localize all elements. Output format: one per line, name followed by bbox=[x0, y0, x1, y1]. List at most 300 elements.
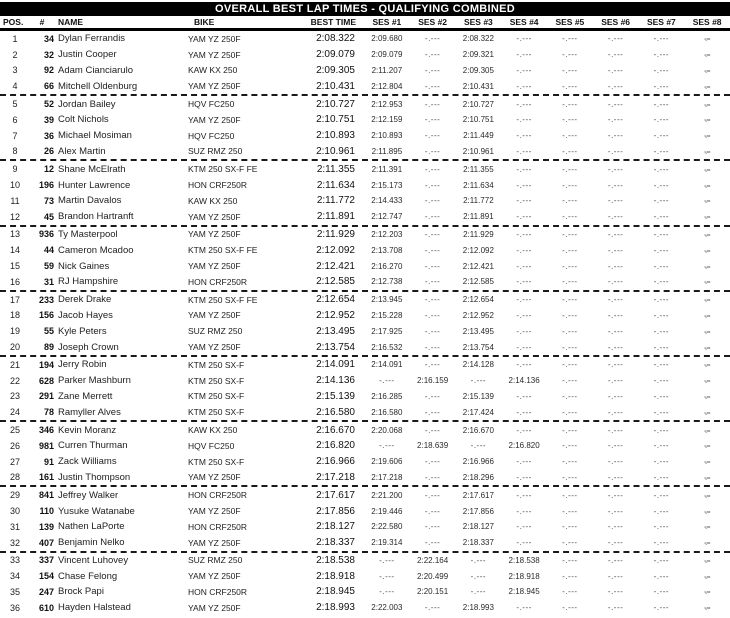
session-time-value: -.--- bbox=[516, 277, 532, 287]
session-time-cell-7 bbox=[639, 165, 685, 174]
session-time-value: -.--- bbox=[607, 571, 624, 581]
session-time-cell-3 bbox=[456, 82, 502, 91]
rider-name-cell: Michael Mosiman bbox=[58, 130, 132, 142]
session-time-cell-1 bbox=[364, 181, 410, 190]
session-time-cell-5 bbox=[547, 441, 593, 450]
best-time-cell: 2:13.754 bbox=[316, 341, 355, 353]
session-time-value: 2:12.585 bbox=[462, 277, 494, 287]
session-time-value: -.--- bbox=[562, 310, 578, 320]
session-time-cell-3 bbox=[456, 212, 502, 221]
session-time-cell-3 bbox=[456, 426, 502, 435]
session-time-value: -.--- bbox=[704, 146, 710, 156]
rider-number-cell: 156 bbox=[38, 310, 54, 321]
session-time-cell-3 bbox=[456, 360, 502, 369]
session-time-value: -.--- bbox=[516, 245, 532, 255]
session-time-cell-1 bbox=[364, 311, 410, 320]
session-time-cell-8 bbox=[684, 165, 730, 174]
session-time-value: -.--- bbox=[704, 360, 710, 370]
session-time-value: -.--- bbox=[607, 146, 624, 156]
session-time-cell-6 bbox=[593, 34, 639, 43]
session-time-value: 2:19.314 bbox=[371, 538, 403, 548]
session-time-cell-7 bbox=[639, 473, 685, 482]
session-time-cell-3 bbox=[456, 457, 502, 466]
best-time-cell: 2:09.305 bbox=[316, 64, 355, 76]
session-time-value: -.--- bbox=[562, 196, 578, 206]
session-time-value: -.--- bbox=[704, 65, 710, 75]
session-time-value: -.--- bbox=[470, 571, 487, 581]
rider-name-cell: Parker Mashburn bbox=[58, 375, 131, 387]
session-time-value: -.--- bbox=[653, 50, 670, 60]
session-time-value: -.--- bbox=[607, 295, 624, 305]
session-time-cell-8 bbox=[684, 181, 730, 190]
rider-name-cell: Jordan Bailey bbox=[58, 98, 116, 110]
bike-cell: HQV FC250 bbox=[188, 440, 235, 451]
pos-cell: 29 bbox=[9, 490, 20, 501]
session-time-cell-6 bbox=[593, 408, 639, 417]
session-time-value: -.--- bbox=[653, 360, 670, 370]
session-time-cell-7 bbox=[639, 538, 685, 547]
session-time-cell-4 bbox=[501, 538, 547, 547]
session-time-value: -.--- bbox=[470, 376, 487, 386]
rider-name-cell: Colt Nichols bbox=[58, 114, 109, 126]
session-time-value: -.--- bbox=[607, 472, 624, 482]
bike-cell: HON CRF250R bbox=[188, 586, 248, 597]
session-time-value: -.--- bbox=[424, 407, 441, 417]
best-time-cell: 2:11.772 bbox=[316, 195, 355, 207]
session-time-value: 2:11.207 bbox=[371, 65, 403, 75]
session-time-cell-5 bbox=[547, 277, 593, 286]
session-time-cell-1 bbox=[364, 556, 410, 565]
session-time-value: 2:18.639 bbox=[417, 441, 449, 451]
best-time-cell: 2:16.670 bbox=[316, 424, 355, 436]
rider-name-cell: Ty Masterpool bbox=[58, 228, 118, 240]
session-time-value: -.--- bbox=[704, 261, 710, 271]
best-time-cell: 2:18.337 bbox=[316, 537, 355, 549]
session-time-value: -.--- bbox=[653, 212, 670, 222]
session-time-value: 2:10.727 bbox=[462, 99, 494, 109]
bike-cell: YAM YZ 250F bbox=[188, 506, 241, 516]
session-time-cell-1 bbox=[364, 147, 410, 156]
session-time-cell-6 bbox=[593, 230, 639, 239]
session-time-value: -.--- bbox=[424, 65, 441, 75]
session-time-cell-4 bbox=[501, 212, 547, 221]
session-time-value: -.--- bbox=[704, 538, 710, 548]
session-time-value: 2:16.820 bbox=[508, 441, 540, 451]
session-time-cell-7 bbox=[639, 66, 685, 75]
bike-cell: KTM 250 SX-F bbox=[188, 375, 245, 386]
session-time-cell-6 bbox=[593, 491, 639, 500]
session-time-cell-4 bbox=[501, 343, 547, 352]
session-time-value: -.--- bbox=[562, 277, 578, 287]
session-time-cell-1 bbox=[364, 66, 410, 75]
table-row bbox=[0, 584, 730, 600]
session-time-value: 2:12.092 bbox=[462, 245, 494, 255]
session-time-value: 2:10.431 bbox=[462, 81, 494, 91]
session-time-cell-4 bbox=[501, 507, 547, 516]
session-time-value: -.--- bbox=[607, 522, 624, 532]
session-time-value: -.--- bbox=[653, 376, 670, 386]
session-time-cell-4 bbox=[501, 181, 547, 190]
session-time-value: -.--- bbox=[562, 360, 578, 370]
session-time-value: -.--- bbox=[704, 555, 710, 565]
session-time-cell-2 bbox=[410, 457, 456, 466]
session-time-value: -.--- bbox=[653, 295, 670, 305]
session-time-cell-5 bbox=[547, 66, 593, 75]
rider-number-cell: 196 bbox=[38, 180, 54, 191]
session-time-value: -.--- bbox=[607, 34, 624, 44]
session-time-cell-7 bbox=[639, 230, 685, 239]
session-time-cell-5 bbox=[547, 147, 593, 156]
session-time-cell-1 bbox=[364, 441, 410, 450]
session-time-value: 2:13.495 bbox=[462, 326, 494, 336]
rider-name-cell: Ramyller Alves bbox=[58, 406, 121, 418]
pos-cell: 7 bbox=[12, 130, 18, 141]
session-time-cell-3 bbox=[456, 277, 502, 286]
session-time-value: -.--- bbox=[516, 457, 532, 467]
table-row bbox=[0, 535, 730, 553]
table-row bbox=[0, 519, 730, 535]
session-time-cell-1 bbox=[364, 82, 410, 91]
table-body bbox=[0, 31, 730, 616]
bike-cell: KTM 250 SX-F FE bbox=[188, 294, 258, 305]
table-row bbox=[0, 323, 730, 339]
best-time-cell: 2:11.929 bbox=[316, 228, 355, 240]
session-time-cell-5 bbox=[547, 556, 593, 565]
session-time-value: -.--- bbox=[704, 34, 710, 44]
session-time-cell-6 bbox=[593, 262, 639, 271]
session-time-value: -.--- bbox=[424, 342, 441, 352]
table-row bbox=[0, 209, 730, 227]
session-time-cell-8 bbox=[684, 147, 730, 156]
session-time-cell-1 bbox=[364, 538, 410, 547]
column-header-ses-1: SES #1 bbox=[372, 17, 402, 27]
rider-number-cell: 841 bbox=[38, 490, 54, 501]
session-time-value: -.--- bbox=[516, 490, 532, 500]
session-time-value: -.--- bbox=[562, 587, 578, 597]
rider-name-cell: Justin Thompson bbox=[58, 471, 131, 483]
session-time-value: -.--- bbox=[562, 295, 578, 305]
session-time-cell-6 bbox=[593, 295, 639, 304]
session-time-value: -.--- bbox=[704, 490, 710, 500]
pos-cell: 12 bbox=[9, 211, 20, 222]
best-time-cell: 2:17.856 bbox=[316, 505, 355, 517]
session-time-value: -.--- bbox=[562, 472, 578, 482]
session-time-value: -.--- bbox=[424, 425, 441, 435]
column-header-pos: POS. bbox=[3, 17, 24, 27]
session-time-value: 2:09.079 bbox=[371, 50, 403, 60]
session-time-value: -.--- bbox=[704, 407, 710, 417]
bike-cell: KTM 250 SX-F FE bbox=[188, 245, 258, 256]
session-time-value: -.--- bbox=[424, 603, 441, 613]
session-time-cell-3 bbox=[456, 556, 502, 565]
bike-cell: YAM YZ 250F bbox=[188, 49, 241, 60]
session-time-cell-5 bbox=[547, 82, 593, 91]
session-time-cell-1 bbox=[364, 473, 410, 482]
session-time-cell-2 bbox=[410, 262, 456, 271]
session-time-value: -.--- bbox=[607, 555, 624, 565]
rider-name-cell: Yusuke Watanabe bbox=[58, 505, 135, 517]
session-time-value: -.--- bbox=[653, 261, 670, 271]
session-time-cell-2 bbox=[410, 360, 456, 369]
table-row bbox=[0, 144, 730, 162]
column-header-ses-8: SES #8 bbox=[692, 17, 722, 27]
session-time-value: -.--- bbox=[704, 131, 710, 141]
session-time-value: 2:14.128 bbox=[462, 360, 494, 370]
best-time-cell: 2:10.893 bbox=[316, 130, 355, 142]
session-time-value: -.--- bbox=[653, 407, 670, 417]
session-time-value: -.--- bbox=[424, 245, 441, 255]
session-time-value: -.--- bbox=[424, 99, 441, 109]
session-time-cell-7 bbox=[639, 522, 685, 531]
session-time-value: -.--- bbox=[562, 522, 578, 532]
session-time-value: 2:09.321 bbox=[462, 50, 494, 60]
bike-cell: YAM YZ 250F bbox=[188, 114, 241, 125]
session-time-cell-1 bbox=[364, 327, 410, 336]
session-time-cell-6 bbox=[593, 507, 639, 516]
session-time-cell-4 bbox=[501, 295, 547, 304]
session-time-cell-8 bbox=[684, 522, 730, 531]
session-time-cell-8 bbox=[684, 66, 730, 75]
session-time-cell-1 bbox=[364, 343, 410, 352]
column-header-best-time: BEST TIME bbox=[310, 17, 356, 27]
best-time-cell: 2:14.091 bbox=[316, 359, 355, 371]
session-time-cell-6 bbox=[593, 376, 639, 385]
session-time-value: 2:16.670 bbox=[462, 425, 494, 435]
session-time-cell-8 bbox=[684, 457, 730, 466]
session-time-value: 2:11.772 bbox=[463, 196, 494, 206]
session-time-cell-1 bbox=[364, 572, 410, 581]
session-time-cell-6 bbox=[593, 556, 639, 565]
column-header-ses-5: SES #5 bbox=[555, 17, 585, 27]
session-time-cell-7 bbox=[639, 408, 685, 417]
session-time-value: -.--- bbox=[562, 65, 578, 75]
session-time-cell-3 bbox=[456, 50, 502, 59]
session-time-value: -.--- bbox=[607, 360, 624, 370]
session-time-cell-6 bbox=[593, 327, 639, 336]
table-row bbox=[0, 193, 730, 209]
session-time-cell-7 bbox=[639, 556, 685, 565]
pos-cell: 2 bbox=[12, 49, 18, 60]
session-time-cell-2 bbox=[410, 343, 456, 352]
pos-cell: 23 bbox=[9, 391, 20, 402]
session-time-cell-6 bbox=[593, 587, 639, 596]
session-time-cell-2 bbox=[410, 441, 456, 450]
rider-number-cell: 346 bbox=[38, 425, 54, 436]
column-header-number: # bbox=[39, 17, 45, 27]
rider-number-cell: 52 bbox=[43, 99, 54, 110]
session-time-value: -.--- bbox=[516, 472, 532, 482]
session-time-cell-1 bbox=[364, 230, 410, 239]
session-time-value: 2:16.285 bbox=[371, 391, 403, 401]
session-time-cell-7 bbox=[639, 457, 685, 466]
session-time-cell-7 bbox=[639, 441, 685, 450]
session-time-value: -.--- bbox=[562, 81, 578, 91]
session-time-value: -.--- bbox=[562, 164, 578, 174]
session-time-cell-2 bbox=[410, 230, 456, 239]
pos-cell: 5 bbox=[12, 99, 18, 110]
session-time-cell-4 bbox=[501, 376, 547, 385]
best-time-cell: 2:11.891 bbox=[316, 211, 355, 223]
session-time-value: 2:18.945 bbox=[508, 587, 540, 597]
page-title: OVERALL BEST LAP TIMES - QUALIFYING COMBINED bbox=[0, 2, 730, 16]
session-time-value: -.--- bbox=[704, 196, 710, 206]
rider-number-cell: 936 bbox=[38, 229, 54, 240]
session-time-value: -.--- bbox=[562, 99, 578, 109]
session-time-cell-1 bbox=[364, 426, 410, 435]
session-time-cell-4 bbox=[501, 34, 547, 43]
session-time-value: 2:11.891 bbox=[463, 212, 494, 222]
session-time-cell-3 bbox=[456, 441, 502, 450]
session-time-value: -.--- bbox=[516, 326, 532, 336]
pos-cell: 33 bbox=[9, 555, 20, 566]
session-time-value: 2:18.296 bbox=[462, 472, 494, 482]
table-row bbox=[0, 128, 730, 144]
session-time-value: -.--- bbox=[607, 376, 624, 386]
session-time-cell-5 bbox=[547, 408, 593, 417]
session-time-cell-4 bbox=[501, 131, 547, 140]
session-time-value: -.--- bbox=[424, 50, 441, 60]
session-time-value: -.--- bbox=[424, 326, 441, 336]
pos-cell: 24 bbox=[9, 407, 20, 418]
session-time-value: -.--- bbox=[704, 376, 710, 386]
rider-number-cell: 247 bbox=[38, 586, 54, 597]
rider-number-cell: 91 bbox=[43, 456, 54, 467]
session-time-value: -.--- bbox=[704, 425, 710, 435]
session-time-cell-5 bbox=[547, 572, 593, 581]
session-time-cell-2 bbox=[410, 522, 456, 531]
session-time-cell-4 bbox=[501, 277, 547, 286]
session-time-value: -.--- bbox=[516, 407, 532, 417]
session-time-cell-8 bbox=[684, 311, 730, 320]
session-time-cell-5 bbox=[547, 100, 593, 109]
session-time-value: -.--- bbox=[653, 34, 670, 44]
session-time-cell-6 bbox=[593, 147, 639, 156]
session-time-value: -.--- bbox=[379, 571, 395, 581]
session-time-value: 2:17.424 bbox=[462, 407, 494, 417]
rider-number-cell: 32 bbox=[43, 49, 54, 60]
best-time-cell: 2:15.139 bbox=[316, 390, 355, 402]
session-time-cell-5 bbox=[547, 587, 593, 596]
rider-name-cell: Zack Williams bbox=[58, 456, 117, 468]
session-time-value: -.--- bbox=[562, 457, 578, 467]
session-time-value: -.--- bbox=[424, 277, 441, 287]
session-time-value: -.--- bbox=[653, 326, 670, 336]
session-time-cell-7 bbox=[639, 507, 685, 516]
session-time-cell-8 bbox=[684, 82, 730, 91]
session-time-cell-2 bbox=[410, 426, 456, 435]
bike-cell: KTM 250 SX-F bbox=[188, 359, 245, 370]
session-time-value: -.--- bbox=[424, 212, 441, 222]
session-time-value: -.--- bbox=[562, 180, 578, 190]
session-time-value: -.--- bbox=[562, 212, 578, 222]
session-time-cell-6 bbox=[593, 82, 639, 91]
session-time-cell-6 bbox=[593, 246, 639, 255]
session-time-value: -.--- bbox=[379, 555, 395, 565]
session-time-value: -.--- bbox=[516, 603, 532, 613]
session-time-cell-2 bbox=[410, 295, 456, 304]
session-time-cell-7 bbox=[639, 572, 685, 581]
bike-cell: HQV FC250 bbox=[188, 130, 235, 141]
best-time-cell: 2:14.136 bbox=[316, 375, 355, 387]
session-time-cell-7 bbox=[639, 343, 685, 352]
session-time-cell-5 bbox=[547, 507, 593, 516]
session-time-value: -.--- bbox=[424, 261, 441, 271]
session-time-cell-5 bbox=[547, 230, 593, 239]
session-time-cell-3 bbox=[456, 473, 502, 482]
session-time-value: 2:14.091 bbox=[371, 360, 403, 370]
session-time-value: -.--- bbox=[516, 506, 532, 516]
pos-cell: 13 bbox=[9, 229, 20, 240]
session-time-cell-8 bbox=[684, 392, 730, 401]
session-time-cell-3 bbox=[456, 491, 502, 500]
session-time-cell-4 bbox=[501, 147, 547, 156]
best-time-cell: 2:12.585 bbox=[316, 276, 355, 288]
session-time-value: -.--- bbox=[704, 441, 710, 451]
session-time-cell-6 bbox=[593, 441, 639, 450]
session-time-cell-7 bbox=[639, 491, 685, 500]
session-time-cell-7 bbox=[639, 196, 685, 205]
session-time-cell-5 bbox=[547, 34, 593, 43]
table-row bbox=[0, 357, 730, 373]
session-time-cell-3 bbox=[456, 115, 502, 124]
rider-number-cell: 44 bbox=[43, 245, 54, 256]
rider-number-cell: 31 bbox=[43, 276, 54, 287]
session-time-value: -.--- bbox=[379, 587, 395, 597]
session-time-cell-2 bbox=[410, 473, 456, 482]
session-time-cell-7 bbox=[639, 327, 685, 336]
session-time-cell-8 bbox=[684, 538, 730, 547]
session-time-cell-4 bbox=[501, 587, 547, 596]
session-time-cell-8 bbox=[684, 441, 730, 450]
bike-cell: HQV FC250 bbox=[188, 99, 235, 110]
session-time-cell-1 bbox=[364, 360, 410, 369]
session-time-value: -.--- bbox=[607, 164, 624, 174]
session-time-value: 2:17.856 bbox=[462, 506, 494, 516]
session-time-cell-5 bbox=[547, 473, 593, 482]
best-time-cell: 2:17.617 bbox=[316, 489, 355, 501]
table-row bbox=[0, 503, 730, 519]
session-time-value: -.--- bbox=[562, 245, 578, 255]
rider-name-cell: Jerry Robin bbox=[58, 359, 107, 371]
session-time-cell-1 bbox=[364, 50, 410, 59]
bike-cell: YAM YZ 250F bbox=[188, 310, 241, 321]
session-time-value: -.--- bbox=[653, 555, 670, 565]
session-time-value: -.--- bbox=[562, 50, 578, 60]
best-time-cell: 2:17.218 bbox=[316, 471, 355, 483]
session-time-cell-2 bbox=[410, 277, 456, 286]
session-time-value: -.--- bbox=[562, 571, 578, 581]
session-time-value: -.--- bbox=[653, 131, 670, 141]
session-time-cell-6 bbox=[593, 100, 639, 109]
session-time-value: -.--- bbox=[607, 131, 624, 141]
session-time-value: -.--- bbox=[470, 555, 487, 565]
session-time-value: 2:20.151 bbox=[417, 587, 449, 597]
session-time-cell-3 bbox=[456, 603, 502, 612]
session-time-cell-3 bbox=[456, 408, 502, 417]
session-time-cell-2 bbox=[410, 376, 456, 385]
session-time-cell-5 bbox=[547, 165, 593, 174]
rider-name-cell: Cameron Mcadoo bbox=[58, 244, 134, 256]
rider-name-cell: Justin Cooper bbox=[58, 49, 117, 61]
bike-cell: YAM YZ 250F bbox=[188, 537, 241, 548]
session-time-value: -.--- bbox=[653, 277, 670, 287]
session-time-value: 2:11.391 bbox=[371, 164, 403, 174]
session-time-cell-4 bbox=[501, 457, 547, 466]
session-time-value: -.--- bbox=[607, 99, 624, 109]
pos-cell: 6 bbox=[12, 114, 18, 125]
session-time-value: -.--- bbox=[516, 229, 532, 239]
session-time-cell-7 bbox=[639, 246, 685, 255]
